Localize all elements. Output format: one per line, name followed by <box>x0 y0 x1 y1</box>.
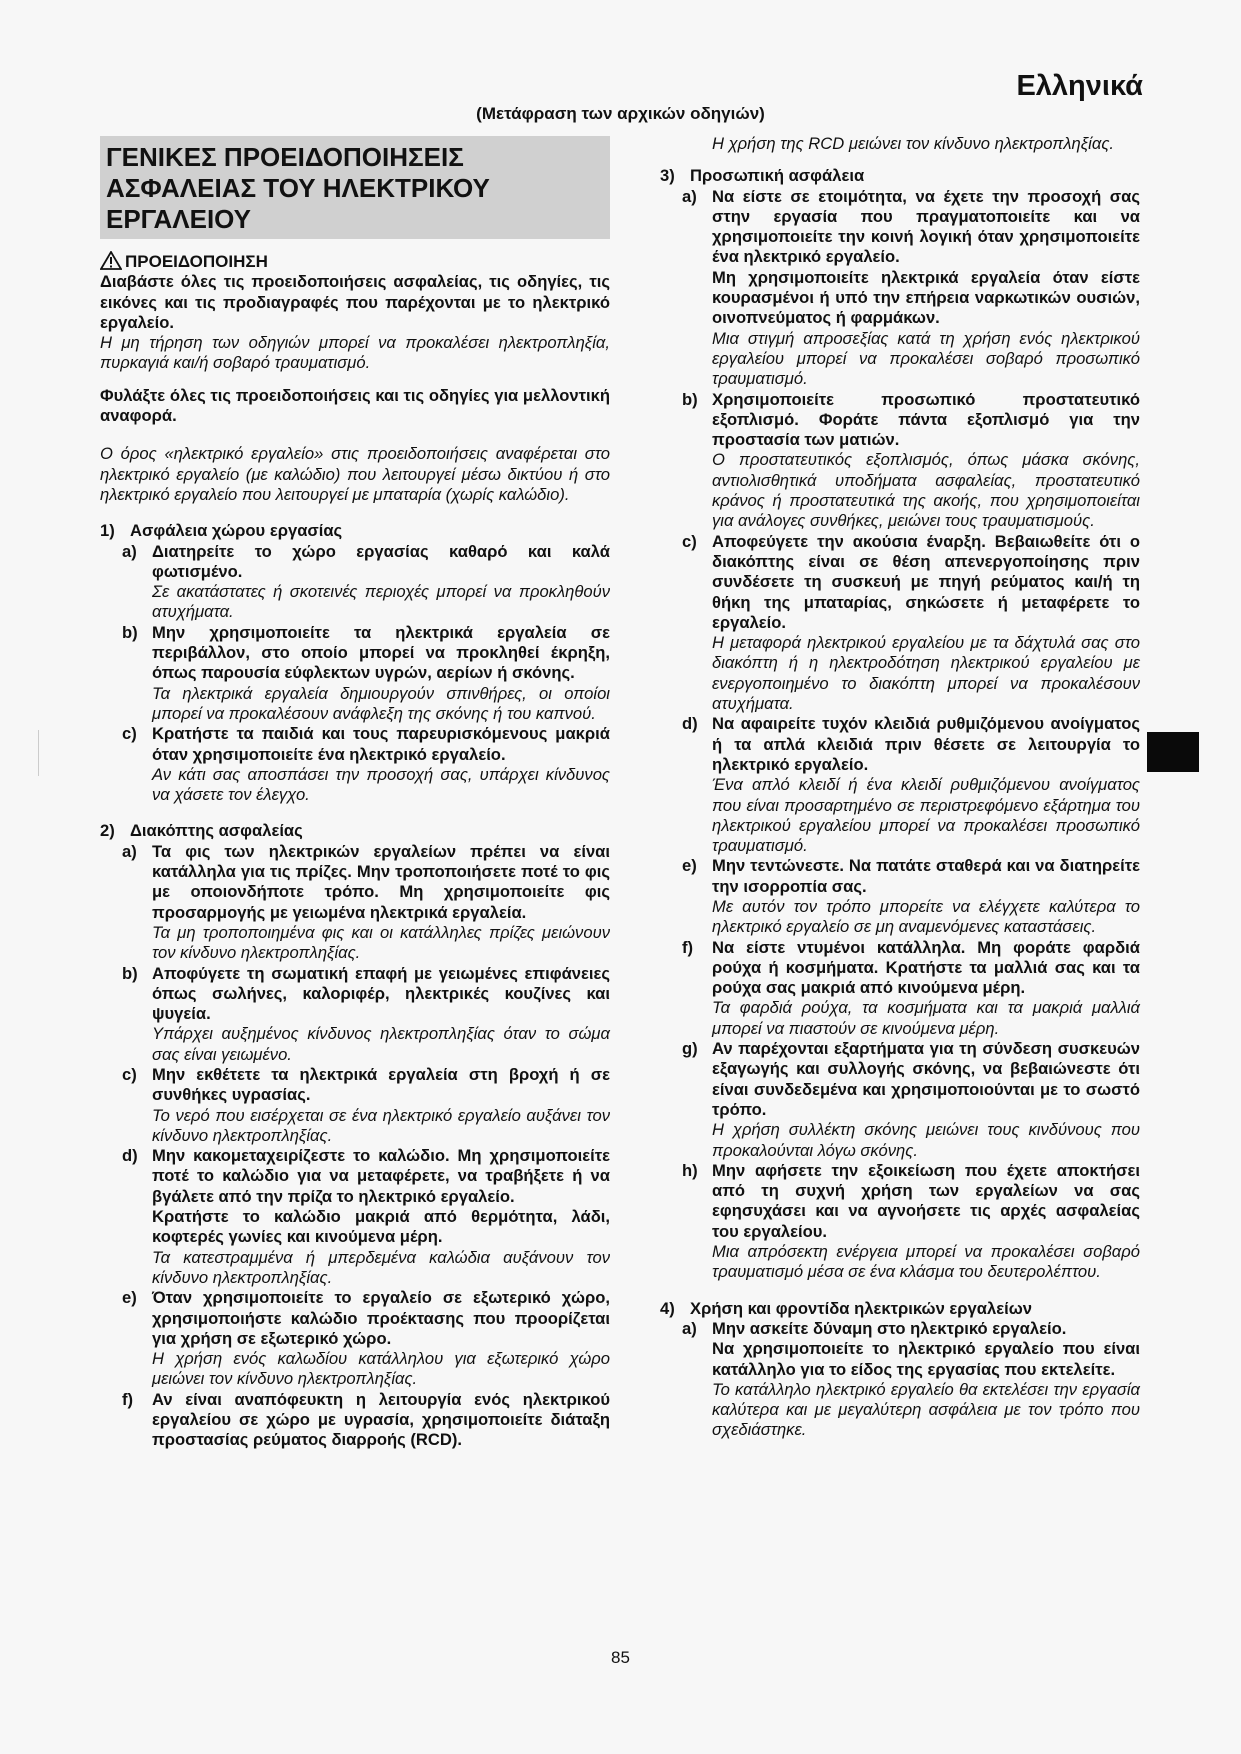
list-item: c) Αποφεύγετε την ακούσια έναρξη. Βεβαιωθείτε ότι ο διακόπτης είναι σε θέση απενεργοποίησης πριν συνδέσετε τη συσκευή με πηγή ρεύματος και/ή τη θήκη της μπαταρίας, σηκώσετε ή μεταφέρετε το εργαλείο. Η μεταφορά ηλεκτρικού εργαλείου με τα δάχτυλά σας στο διακόπτη ή η ηλεκτροδότηση ηλεκτρικού εργαλείου με ενεργοποιημένο το διακόπτη μπορεί να προκαλέσουν ατυχήματα. <box>682 531 1140 714</box>
list-item: a) Τα φις των ηλεκτρικών εργαλείων πρέπει να είναι κατάλληλα για τις πρίζες. Μην τροποποιήσετε ποτέ το φις με οποιονδήποτε τρόπο. Μη χρησιμοποιείτε φις προσαρμογής με γειωμένα ηλεκτρικά εργαλεία. Τα μη τροποποιημένα φις και οι κατάλληλες πρίζες μειώνουν τον κίνδυνο ηλεκτροπληξίας. <box>122 841 610 963</box>
continued-text: Η χρήση της RCD μειώνει τον κίνδυνο ηλεκτροπληξίας. <box>712 134 1115 153</box>
section-heading: 3) Προσωπική ασφάλεια <box>660 166 865 186</box>
list-item: b) Αποφύγετε τη σωματική επαφή με γειωμένες επιφάνειες όπως σωλήνες, καλοριφέρ, ηλεκτρικές κουζίνες και ψυγεία. Υπάρχει αυξημένος κίνδυνος ηλεκτροπληξίας όταν το σώμα σας είναι γειωμένο. <box>122 963 610 1064</box>
margin-mark <box>38 730 39 776</box>
list-item: f) Να είστε ντυμένοι κατάλληλα. Μη φοράτε φαρδιά ρούχα ή κοσμήματα. Κρατήστε τα μαλλιά σας και τα ρούχα σας μακριά από κινούμενα μέρη. Τα φαρδιά ρούχα, τα κοσμήματα και τα μακριά μαλλιά μπορεί να πιαστούν σε κινούμενα μέρη. <box>682 937 1140 1038</box>
warning-triangle-icon <box>100 251 122 270</box>
list-item: e) Όταν χρησιμοποιείτε το εργαλείο σε εξωτερικό χώρο, χρησιμοποιήστε καλώδιο προέκτασης που προορίζεται για χρήση σε εξωτερικό χώρο. Η χρήση ενός καλωδίου κατάλληλου για εξωτερικό χώρο μειώνει τον κίνδυνο ηλεκτροπληξίας. <box>122 1288 610 1389</box>
list-item: a) Μην ασκείτε δύναμη στο ηλεκτρικό εργαλείο. Να χρησιμοποιείτε το ηλεκτρικό εργαλείο που είναι κατάλληλο για το είδος της εργασίας που εκτελείτε. Το κατάλληλο ηλεκτρικό εργαλείο θα εκτελέσει την εργασία καλύτερα και με μεγαλύτερη ασφάλεια με τον τρόπο που σχεδιάστηκε. <box>682 1318 1140 1440</box>
term-definition: Ο όρος «ηλεκτρικό εργαλείο» στις προειδοποιήσεις αναφέρεται στο ηλεκτρικό εργαλείο (με καλώδιο) που λειτουργεί μέσω δικτύου ή στο ηλεκτρικό εργαλείο που λειτουργεί με μπαταρία (χωρίς καλώδιο). <box>100 444 610 504</box>
list-item: b) Χρησιμοποιείτε προσωπικό προστατευτικό εξοπλισμό. Φοράτε πάντα εξοπλισμό για την προστασία των ματιών. Ο προστατευτικός εξοπλισμός, όπως μάσκα σκόνης, αντιολισθητικά υποδήματα ασφαλείας, προστατευτικό κράνος ή προστατευτικά της ακοής, που χρησιμοποιείται για ανάλογες συνθήκες, μειώνει τους τραυματισμούς. <box>682 389 1140 531</box>
section-heading: 1) Ασφάλεια χώρου εργασίας <box>100 521 343 541</box>
section-heading: 4) Χρήση και φροντίδα ηλεκτρικών εργαλείων <box>660 1298 1032 1318</box>
list-item: f) Αν είναι αναπόφευκτη η λειτουργία ενός ηλεκτρικού εργαλείου σε χώρο με υγρασία, χρησιμοποιείτε διάταξη προστασίας ρεύματος διαρροής (RCD). <box>122 1389 610 1450</box>
translation-subtitle: (Μετάφραση των αρχικών οδηγιών) <box>476 104 765 123</box>
list-item: h) Μην αφήσετε την εξοικείωση που έχετε αποκτήσει από τη συχνή χρήση των εργαλείων να σας εφησυχάσει και να αγνοήσετε τις αρχές ασφαλείας του εργαλείου. Μια απρόσεκτη ενέργεια μπορεί να προκαλέσει σοβαρό τραυματισμό μέσα σε ένα κλάσμα του δευτερολέπτου. <box>682 1160 1140 1282</box>
warning-label: ΠΡΟΕΙΔΟΠΟΙΗΣΗ <box>125 252 268 271</box>
page-number: 85 <box>611 1648 630 1667</box>
warning-heading <box>100 251 610 272</box>
language-tab-marker <box>1147 732 1199 772</box>
list-item: d) Να αφαιρείτε τυχόν κλειδιά ρυθμιζόμενου ανοίγματος ή τα απλά κλειδιά πριν θέσετε σε λειτουργία το ηλεκτρικό εργαλείο. Ένα απλό κλειδί ή ένα κλειδί ρυθμιζόμενου ανοίγματος που είναι προσαρτημένο σε περιστρεφόμενο εξάρτημα του ηλεκτρικού εργαλείου μπορεί να προκαλέσει προσωπικό τραυματισμό. <box>682 714 1140 856</box>
list-item: d) Μην κακομεταχειρίζεστε το καλώδιο. Μη χρησιμοποιείτε ποτέ το καλώδιο για να μεταφέρετε, να τραβήξετε ή να βγάλετε από την πρίζα το ηλεκτρικό εργαλείο. Κρατήστε το καλώδιο μακριά από θερμότητα, λάδι, κοφτερές γωνίες και κινούμενα μέρη. Τα κατεστραμμένα ή μπερδεμένα καλώδια αυξάνουν τον κίνδυνο ηλεκτροπληξίας. <box>122 1146 610 1287</box>
keep-instructions: Φυλάξτε όλες τις προειδοποιήσεις και τις οδηγίες για μελλοντική αναφορά. <box>100 385 610 426</box>
page-title: ΓΕΝΙΚΕΣ ΠΡΟΕΙΔΟΠΟΙΗΣΕΙΣ ΑΣΦΑΛΕΙΑΣ ΤΟΥ ΗΛΕΚΤΡΙΚΟΥ ΕΡΓΑΛΕΙΟΥ <box>100 136 610 239</box>
list-item: c) Μην εκθέτετε τα ηλεκτρικά εργαλεία στη βροχή ή σε συνθήκες υγρασίας. Το νερό που εισέρχεται σε ένα ηλεκτρικό εργαλείο αυξάνει τον κίνδυνο ηλεκτροπληξίας. <box>122 1064 610 1145</box>
list-item: b) Μην χρησιμοποιείτε τα ηλεκτρικά εργαλεία σε περιβάλλον, στο οποίο μπορεί να προκληθεί έκρηξη, όπως παρουσία εύφλεκτων υγρών, αερίων ή σκόνης. Τα ηλεκτρικά εργαλεία δημιουργούν σπινθήρες, οι οποίοι μπορεί να προκαλέσουν ανάφλεξη της σκόνης ή του καπνού. <box>122 622 610 723</box>
list-item: g) Αν παρέχονται εξαρτήματα για τη σύνδεση συσκευών εξαγωγής και συλλογής σκόνης, να βεβαιώνεστε ότι είναι συνδεδεμένα και χρησιμοποιούνται με το σωστό τρόπο. Η χρήση συλλέκτη σκόνης μειώνει τους κινδύνους που προκαλούνται λόγω σκόνης. <box>682 1039 1140 1160</box>
section-heading: 2) Διακόπτης ασφαλείας <box>100 821 303 841</box>
left-column <box>100 136 610 1451</box>
language-label: Ελληνικά <box>1016 70 1143 102</box>
warning-consequence: Η μη τήρηση των οδηγιών μπορεί να προκαλέσει ηλεκτροπληξία, πυρκαγιά και/ή σοβαρό τραυματισμό. <box>100 333 610 373</box>
list-item: a) Να είστε σε ετοιμότητα, να έχετε την προσοχή σας στην εργασία που πραγματοποιείτε και να χρησιμοποιείτε την κοινή λογική όταν χρησιμοποιείτε ένα ηλεκτρικό εργαλείο. Μη χρησιμοποιείτε ηλεκτρικά εργαλεία όταν είστε κουρασμένοι ή υπό την επήρεια ναρκωτικών ουσιών, οινοπνεύματος ή φαρμάκων. Μια στιγμή απροσεξίας κατά τη χρήση ενός ηλεκτρικού εργαλείου μπορεί να προκαλέσει σοβαρό προσωπικό τραυματισμό. <box>682 186 1140 389</box>
list-item: c) Κρατήστε τα παιδιά και τους παρευρισκόμενους μακριά όταν χρησιμοποιείτε ένα ηλεκτρικό εργαλείο. Αν κάτι σας αποσπάσει την προσοχή σας, υπάρχει κίνδυνος να χάσετε τον έλεγχο. <box>122 724 610 805</box>
warning-text: Διαβάστε όλες τις προειδοποιήσεις ασφαλείας, τις οδηγίες, τις εικόνες και τις προδιαγραφές που παρέχονται με το ηλεκτρικό εργαλείο. <box>100 272 610 332</box>
right-column <box>660 134 1140 1441</box>
list-item: e) Μην τεντώνεστε. Να πατάτε σταθερά και να διατηρείτε την ισορροπία σας. Με αυτόν τον τρόπο μπορείτε να ελέγχετε καλύτερα το ηλεκτρικό εργαλείο σε μη αναμενόμενες καταστάσεις. <box>682 856 1140 937</box>
list-item: a) Διατηρείτε το χώρο εργασίας καθαρό και καλά φωτισμένο. Σε ακατάστατες ή σκοτεινές περιοχές μπορεί να προκληθούν ατυχήματα. <box>122 541 610 622</box>
